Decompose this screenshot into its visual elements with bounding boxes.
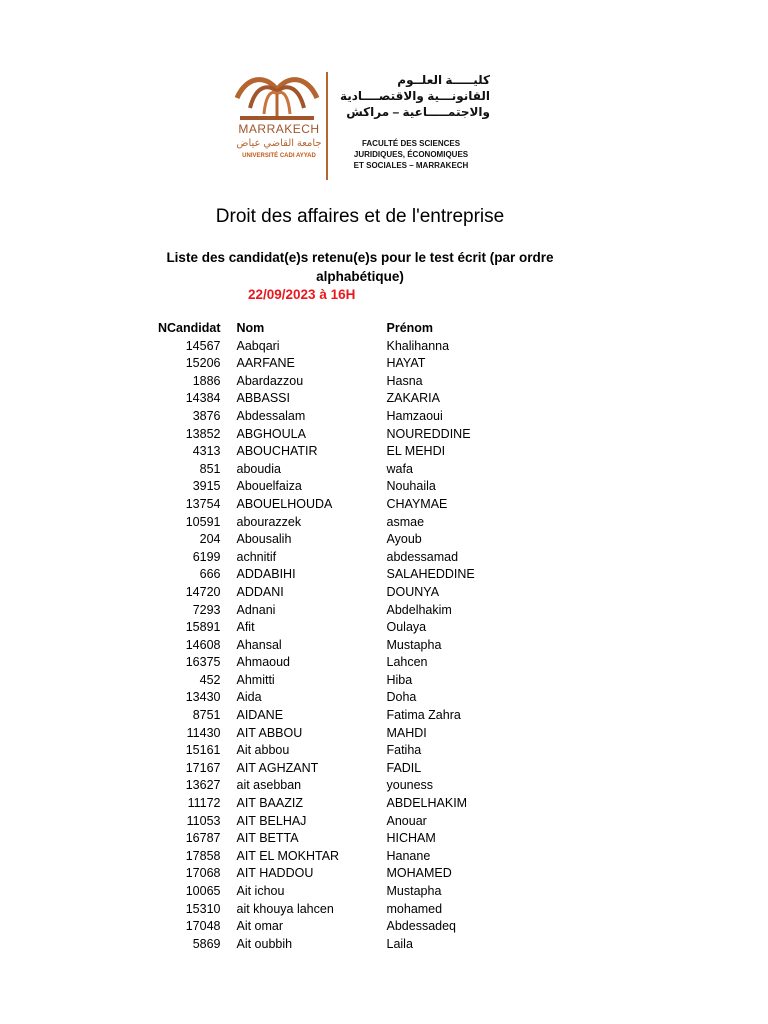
table-row — [158, 742, 547, 760]
candidate-first-name: EL MEHDI — [386, 444, 446, 459]
table-row — [158, 478, 547, 496]
candidate-number: 13754 — [185, 496, 221, 511]
table-row — [158, 461, 547, 479]
candidate-number: 11053 — [186, 813, 221, 828]
table-row — [158, 390, 547, 408]
candidate-first-name: MOHAMED — [386, 866, 452, 881]
candidate-number: 14720 — [185, 584, 221, 599]
table-row — [158, 566, 547, 584]
candidate-number: 8751 — [192, 708, 221, 723]
candidate-number: 11430 — [186, 725, 221, 740]
column-header-ncandidat: NCandidat — [158, 321, 221, 335]
candidate-first-name: Ayoub — [386, 532, 422, 547]
candidate-last-name: Adnani — [236, 602, 276, 617]
candidate-first-name: Fatima Zahra — [386, 708, 461, 723]
candidate-last-name: achnitif — [236, 549, 277, 564]
table-row — [158, 531, 547, 549]
candidate-first-name: FADIL — [386, 760, 422, 775]
table-row — [158, 496, 547, 514]
candidate-first-name: Fatiha — [386, 743, 422, 758]
table-row — [158, 777, 547, 795]
candidate-number: 6199 — [192, 549, 221, 564]
candidate-first-name: Oulaya — [386, 620, 427, 635]
candidate-number: 11172 — [187, 796, 221, 811]
candidate-first-name: Mustapha — [386, 637, 442, 652]
table-row — [158, 813, 547, 831]
candidate-number: 17167 — [185, 760, 221, 775]
candidate-number: 10065 — [185, 884, 221, 898]
candidate-first-name: Doha — [386, 690, 417, 705]
candidate-number: 15206 — [185, 356, 221, 371]
candidate-number: 15310 — [185, 901, 221, 916]
table-row — [158, 355, 547, 373]
faculty-name-arabic: كليـــــة العلــوم القانونـــية والاقتصــــادية والاجتمـــــاعية – مراكش — [339, 73, 490, 119]
candidate-last-name: AIT BAAZIZ — [236, 796, 303, 811]
candidate-number: 14567 — [185, 338, 221, 353]
candidate-last-name: AIT BETTA — [236, 831, 299, 846]
table-row — [158, 918, 547, 936]
candidate-last-name: Abdessalam — [236, 408, 306, 423]
candidate-number: 4313 — [192, 444, 221, 459]
candidate-last-name: ADDABIHI — [236, 567, 296, 582]
candidate-number: 3876 — [192, 408, 221, 423]
candidate-number: 17858 — [185, 848, 221, 863]
faculty-name-french: FACULTÉ DES SCIENCES JURIDIQUES, ÉCONOMIQUES ET SOCIALES – MARRAKECH — [353, 139, 469, 170]
candidate-first-name: HAYAT — [386, 356, 426, 371]
candidate-first-name: ZAKARIA — [386, 391, 440, 406]
column-header-nom: Nom — [236, 321, 265, 335]
table-row — [158, 936, 547, 954]
table-row — [158, 373, 547, 391]
candidate-first-name: DOUNYA — [386, 584, 440, 599]
candidate-first-name: wafa — [386, 461, 413, 476]
candidate-last-name: AIT BELHAJ — [236, 813, 307, 828]
candidate-last-name: Ait abbou — [236, 743, 290, 758]
table-row — [158, 584, 547, 602]
candidate-first-name: Abdelhakim — [386, 602, 452, 617]
column-header-prenom: Prénom — [386, 321, 434, 335]
candidate-number: 13430 — [185, 690, 221, 705]
candidate-last-name: abourazzek — [236, 514, 302, 529]
table-row — [158, 848, 547, 866]
candidate-last-name: Abouelfaiza — [236, 479, 302, 494]
candidate-last-name: ABOUELHOUDA — [236, 496, 333, 511]
candidate-last-name: aboudia — [236, 461, 281, 476]
candidate-last-name: AIDANE — [236, 708, 284, 723]
candidate-last-name: AARFANE — [236, 356, 295, 371]
candidate-number: 3915 — [192, 479, 221, 494]
table-row — [158, 514, 547, 532]
candidate-first-name: asmae — [386, 514, 425, 529]
candidate-first-name: mohamed — [386, 901, 443, 916]
candidates-table-body — [158, 338, 547, 954]
table-row — [158, 672, 547, 690]
candidate-first-name: Nouhaila — [386, 479, 436, 494]
candidate-number: 14384 — [185, 391, 221, 406]
candidate-last-name: Afit — [236, 620, 255, 635]
candidate-first-name: abdessamad — [386, 549, 459, 564]
candidate-number: 15161 — [185, 743, 221, 758]
candidate-last-name: ABGHOULA — [236, 426, 306, 441]
candidate-number: 16375 — [185, 655, 221, 670]
table-row — [158, 707, 547, 725]
logo-city-name: MARRAKECH — [238, 122, 320, 136]
table-row — [158, 760, 547, 778]
candidate-number: 851 — [199, 461, 221, 476]
candidate-number: 16787 — [185, 831, 221, 846]
candidate-first-name: Hamzaoui — [386, 408, 443, 423]
candidate-first-name: SALAHEDDINE — [386, 567, 475, 582]
candidate-first-name: Hiba — [386, 672, 413, 687]
candidate-last-name: Ait oubbih — [236, 936, 293, 951]
candidate-last-name: AIT EL MOKHTAR — [236, 848, 340, 863]
candidate-number: 17048 — [185, 919, 221, 934]
candidates-table — [158, 320, 547, 953]
table-row — [158, 602, 547, 620]
candidate-number: 14608 — [185, 637, 221, 652]
candidate-last-name: AIT AGHZANT — [236, 760, 319, 775]
palm-emblem-icon — [232, 70, 322, 122]
candidate-number: 10591 — [185, 514, 221, 529]
candidate-first-name: youness — [386, 778, 434, 793]
table-row — [158, 338, 547, 356]
table-row — [158, 795, 547, 813]
candidate-number: 204 — [199, 532, 221, 547]
candidate-last-name: ABBASSI — [236, 391, 290, 406]
candidate-first-name: Khalihanna — [386, 338, 450, 353]
table-row — [158, 426, 547, 444]
logo-divider — [326, 72, 328, 180]
candidate-first-name: Lahcen — [386, 655, 428, 670]
candidate-first-name: Laila — [386, 936, 413, 951]
candidate-last-name: Ait ichou — [236, 884, 285, 898]
candidate-first-name: ABDELHAKIM — [386, 796, 468, 811]
candidate-last-name: Aida — [236, 690, 262, 705]
candidate-last-name: Aabqari — [236, 338, 280, 353]
table-row — [158, 443, 547, 461]
candidate-last-name: Abardazzou — [236, 373, 304, 388]
candidate-first-name: MAHDI — [386, 725, 427, 740]
table-row — [158, 619, 547, 637]
candidate-last-name: AIT ABBOU — [236, 725, 303, 740]
candidate-first-name: Abdessadeq — [386, 919, 457, 934]
candidate-last-name: Abousalih — [236, 532, 292, 547]
candidate-last-name: ABOUCHATIR — [236, 444, 318, 459]
candidate-first-name: Hanane — [386, 848, 431, 863]
table-row — [158, 637, 547, 655]
table-row — [158, 654, 547, 672]
candidate-last-name: ait khouya lahcen — [236, 901, 334, 916]
candidate-last-name: Ahmitti — [236, 672, 275, 687]
exam-date: 22/09/2023 à 16H — [248, 287, 356, 302]
candidate-first-name: Mustapha — [386, 884, 442, 898]
candidate-number: 13627 — [185, 778, 221, 793]
candidate-number: 5869 — [192, 936, 221, 951]
table-row — [158, 865, 547, 883]
university-emblem — [232, 70, 322, 182]
faculty-logo — [232, 70, 492, 182]
candidate-first-name: Hasna — [386, 373, 423, 388]
table-row — [158, 549, 547, 567]
table-row — [158, 408, 547, 426]
table-row — [158, 689, 547, 707]
candidate-last-name: Ait omar — [236, 919, 284, 934]
candidate-number: 1886 — [192, 373, 221, 388]
table-row — [158, 725, 547, 743]
candidate-number: 13852 — [185, 426, 221, 441]
candidate-last-name: ADDANI — [236, 584, 284, 599]
candidate-last-name: AIT HADDOU — [236, 866, 314, 881]
candidate-number: 666 — [199, 567, 221, 582]
candidate-first-name: NOUREDDINE — [386, 426, 471, 441]
program-title: Droit des affaires et de l'entreprise — [215, 206, 505, 227]
table-row — [158, 883, 547, 901]
candidate-first-name: Anouar — [386, 813, 427, 828]
candidate-first-name: CHAYMAE — [386, 496, 448, 511]
candidate-number: 15891 — [185, 620, 221, 635]
table-header-row — [158, 320, 547, 338]
table-row — [158, 901, 547, 919]
candidate-number: 17068 — [185, 866, 221, 881]
list-subtitle: Liste des candidat(e)s retenu(e)s pour le test écrit (par ordre alphabétique) — [166, 250, 554, 284]
candidate-number: 7293 — [192, 602, 221, 617]
candidate-last-name: ait asebban — [236, 778, 302, 793]
table-row — [158, 830, 547, 848]
logo-university-french: UNIVERSITÉ CADI AYYAD — [242, 153, 316, 159]
candidate-last-name: Ahansal — [236, 637, 282, 652]
candidate-last-name: Ahmaoud — [236, 655, 291, 670]
candidate-first-name: HICHAM — [386, 831, 436, 846]
candidate-number: 452 — [199, 672, 221, 687]
logo-university-arabic: جامعة القاضي عياض — [236, 138, 322, 149]
